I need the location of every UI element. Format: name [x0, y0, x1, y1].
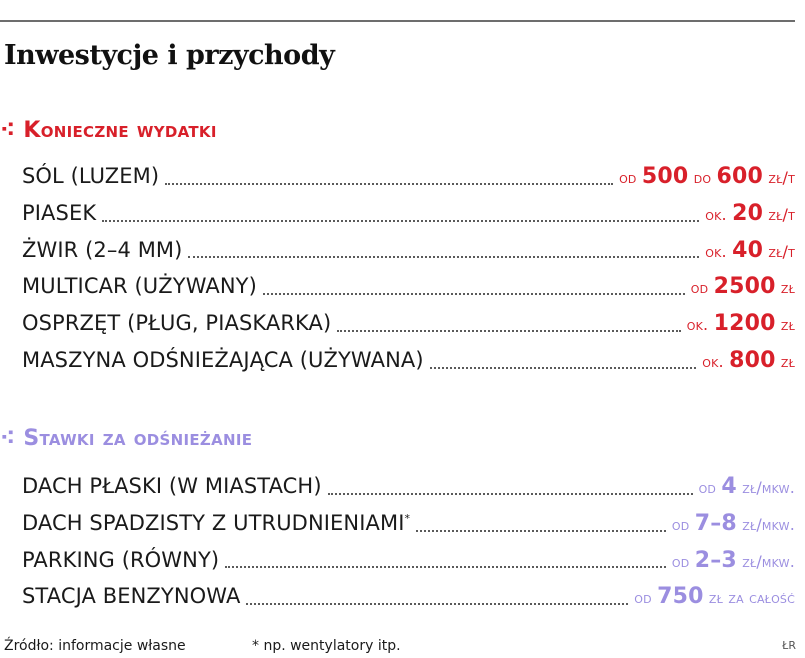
item-label: DACH PŁASKI (W MIASTACH)	[22, 474, 322, 498]
dot-leader	[328, 492, 693, 495]
item-value: od 2–3 zł/mkw.	[671, 547, 795, 573]
source-note: Źródło: informacje własne	[4, 638, 186, 654]
footnote: * np. wentylatory itp.	[252, 638, 401, 654]
dot-leader	[246, 602, 628, 605]
footer	[4, 638, 796, 654]
dot-leader	[225, 565, 666, 568]
list-item	[22, 305, 795, 342]
item-label: SÓL (LUZEM)	[22, 164, 160, 188]
dot-leader	[165, 182, 613, 185]
section-marker-icon: ⁖	[0, 118, 16, 143]
item-value: ok. 1200 zł	[686, 311, 795, 337]
list-item	[22, 158, 795, 195]
top-rule	[0, 20, 795, 22]
item-value: ok. 800 zł	[702, 347, 795, 373]
list-item	[22, 468, 795, 505]
footnote-mark: *	[404, 511, 411, 525]
list-item	[22, 542, 795, 579]
author-mark: ŁR	[782, 639, 796, 652]
list-item	[22, 232, 795, 269]
item-value: ok. 40 zł/t	[705, 237, 795, 263]
item-value: ok. 20 zł/t	[705, 200, 795, 226]
item-value: od 2500 zł	[690, 274, 795, 300]
item-label: PIASEK	[22, 200, 97, 225]
item-label: DACH SPADZISTY Z UTRUDNIENIAMI*	[22, 510, 411, 535]
section-heading-label: Stawki za odśnieżanie	[23, 426, 253, 451]
item-label: ŻWIR (2–4 MM)	[22, 237, 183, 262]
rates-list	[22, 468, 795, 615]
section-heading-rates	[0, 426, 252, 451]
dot-leader	[188, 255, 699, 258]
dot-leader	[430, 366, 697, 369]
item-label: PARKING (RÓWNY)	[22, 547, 220, 572]
dot-leader	[416, 529, 666, 532]
dot-leader	[263, 292, 685, 295]
list-item	[22, 505, 795, 542]
section-heading-expenses	[0, 118, 217, 143]
list-item	[22, 578, 795, 615]
item-label: STACJA BENZYNOWA	[22, 584, 241, 609]
page-title: Inwestycje i przychody	[4, 40, 335, 71]
item-label: OSPRZĘT (PŁUG, PIASKARKA)	[22, 311, 332, 336]
item-value: od 7–8 zł/mkw.	[671, 510, 795, 536]
section-heading-label: Konieczne wydatki	[23, 118, 217, 143]
item-value: od 500 do 600 zł/t	[619, 164, 795, 189]
dot-leader	[337, 329, 680, 332]
dot-leader	[102, 219, 699, 222]
item-value: od 750 zł za całość	[634, 584, 795, 610]
list-item	[22, 195, 795, 232]
item-label: MULTICAR (UŻYWANY)	[22, 274, 257, 299]
list-item	[22, 268, 795, 305]
item-label: MASZYNA ODŚNIEŻAJĄCA (UŻYWANA)	[22, 347, 424, 372]
section-marker-icon: ⁖	[0, 426, 16, 451]
item-value: od 4 zł/mkw.	[698, 474, 795, 499]
expenses-list	[22, 158, 795, 379]
list-item	[22, 342, 795, 379]
